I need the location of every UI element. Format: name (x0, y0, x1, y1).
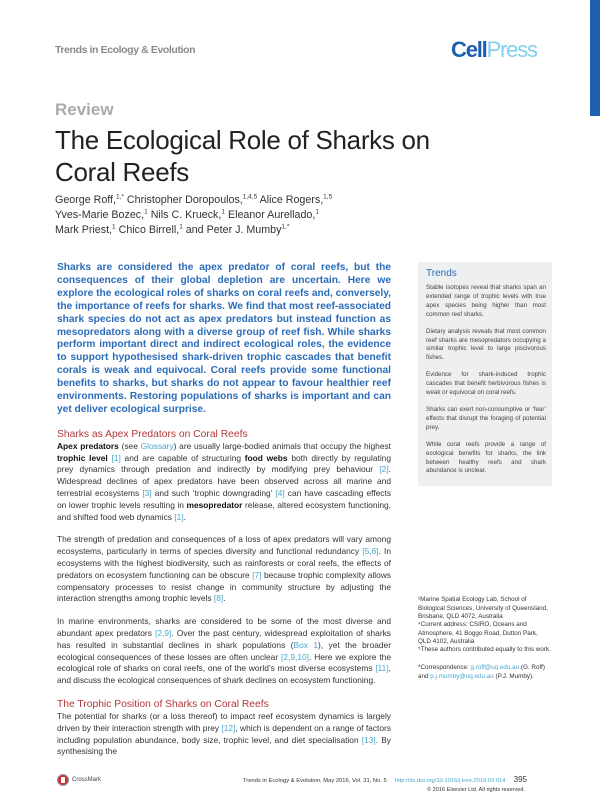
section-heading: Sharks as Apex Predators on Coral Reefs (57, 428, 248, 440)
author: George Roff, (55, 194, 116, 206)
reference-link[interactable]: Box 1 (293, 639, 318, 650)
author-affiliation-marker: 1,4,5 (242, 193, 258, 201)
reference-link[interactable]: [13] (361, 734, 376, 745)
body-paragraph (57, 534, 391, 605)
text-span: . Over the past century, widespread exploitation of sharks has resulted in substantial declines in shark populations ( (57, 628, 391, 650)
reference-link[interactable]: Glossary (140, 440, 174, 451)
reference-link[interactable]: [5,6] (362, 546, 379, 557)
text-span: and such ‘trophic downgrading’ (151, 488, 276, 499)
affiliation: ⁴Current address: CSIRO, Oceans and Atmosphere, 41 Boggo Road, Dutton Park, QLD 4102, Australia (418, 621, 538, 645)
author-affiliation-marker: 1,* (116, 193, 124, 201)
glossary-term: trophic level (57, 452, 108, 463)
doi-link[interactable]: http://dx.doi.org/10.1016/j.tree.2016.02.014 (394, 778, 506, 785)
crossmark-icon (57, 774, 69, 786)
citation: Trends in Ecology & Evolution, May 2016, Vol. 31, No. 5 (242, 778, 387, 785)
author: Alice Rogers, (257, 194, 324, 206)
email-link[interactable]: g.roff@uq.edu.au (470, 664, 520, 672)
text-span: and are capable of structuring (120, 452, 245, 463)
text-span: . Here we explore the ecological role of sharks on coral reefs, one of the world’s most diverse ecosystems (57, 651, 391, 674)
text-span: The strength of predation and consequences of a loss of apex predators will vary among ecosystems, particularly in terms of species diversity and functional redundancy (57, 534, 391, 557)
reference-link[interactable]: [8] (213, 593, 224, 604)
reference-link[interactable]: [2,9,10] (281, 651, 309, 662)
text-span: , which is dependent on a range of factors including population abundance, body size, trophic level, and diet specialisation (57, 722, 391, 745)
reference-link[interactable]: [1] (174, 511, 184, 522)
author: Nils C. Krueck, (147, 209, 222, 221)
author-list (55, 193, 435, 238)
reference-link[interactable]: [7] (252, 569, 262, 580)
author-affiliation-marker: 1,5 (323, 193, 333, 201)
brand-color-bar (590, 0, 600, 116)
affiliations (418, 596, 552, 654)
section-heading: The Trophic Position of Sharks on Coral Reefs (57, 699, 269, 711)
author-affiliation-marker: 1,* (281, 223, 290, 231)
abstract: Sharks are considered the apex predator of coral reefs, but the consequences of their global depletion are uncertain. Here we explore the ecological roles of sharks on coral reefs and, conversely, the importance of reefs for sharks. We find that most reef-associated shark species do not act as apex predators but instead function as mesopredators along with a diverse group of reef fish. While sharks perform important direct and indirect ecological roles, the evidence to support hypothesised shark-driven trophic cascades that benefit corals is weak and equivocal. Coral reefs provide some functional benefits to sharks, but sharks do not appear to favour healthier reef environments. Restoring populations of sharks is important and can yet deliver ecological surprise. (57, 262, 391, 415)
glossary-term: Apex predators (57, 440, 119, 451)
page-number: 395 (513, 775, 527, 785)
text-span: ) are usually large-bodied animals that occupy the highest (173, 440, 391, 451)
author: Yves-Marie Bozec, (55, 209, 145, 221)
article-type: Review (55, 100, 114, 119)
reference-link[interactable]: [3] (142, 488, 152, 499)
author: Eleanor Aurellado, (225, 209, 316, 221)
trend-item: Dietary analysis reveals that most common reef sharks are mesopredators occupying a similar trophic level to large piscivorous fishes. (426, 327, 546, 362)
reference-link[interactable]: [12] (221, 722, 236, 733)
footer-line (243, 775, 527, 784)
main-column (57, 262, 391, 758)
text-span: both directly by regulating prey dynamics through predation and indirectly by modifying prey behaviour (57, 452, 391, 475)
article-content (57, 262, 552, 800)
body-paragraph (57, 616, 391, 687)
trend-item: While coral reefs provide a range of ecological benefits for sharks, the link between healthy reefs and shark abundance is unclear. (426, 440, 546, 475)
email-link[interactable]: p.j.mumby@uq.edu.au (430, 672, 494, 680)
body-paragraph (57, 711, 391, 758)
text-span: . (223, 593, 226, 604)
trend-item: Stable isotopes reveal that sharks span an extended range of trophic levels with true apex species being higher than most common reef sharks. (426, 284, 546, 318)
glossary-term: mesopredator (186, 499, 243, 510)
cellpress-logo: CellPress (451, 37, 537, 62)
text-span: ), yet the broader ecological consequences of these losses are often unclear (57, 639, 392, 662)
crossmark-button[interactable]: CrossMark (57, 774, 101, 786)
text-span: In marine environments, sharks are considered to be some of the most diverse and abundant apex predators (57, 616, 391, 639)
author-affiliation-marker: 1 (221, 208, 225, 216)
author-affiliation-marker: 1 (112, 223, 116, 231)
text-span: release, altered ecosystem functioning, and shifted food web dynamics (57, 499, 391, 522)
glossary-term: food webs (244, 452, 288, 463)
trend-item: Sharks can exert non-consumptive or ‘fear’ effects that disrupt the foraging of potential prey. (426, 405, 546, 431)
text-span: . (183, 511, 186, 522)
affiliation: ¹Marine Spatial Ecology Lab, School of Biological Sciences, University of Queensland, Brisbane, QLD 4072, Australia (418, 596, 548, 620)
trend-item: Evidence for shark-induced trophic cascades that benefit herbivorous fishes is weak or equivocal on coral reefs. (426, 371, 546, 397)
text-span: can have cascading effects on lower trophic levels resulting in (57, 488, 392, 510)
text-span: The potential for sharks (or a loss thereof) to impact reef ecosystem dynamics is largely driven by their interaction strength with prey (57, 711, 391, 733)
page-footer (57, 774, 552, 800)
article-title: The Ecological Role of Sharks on Coral Reefs (55, 125, 430, 187)
author-affiliation-marker: 1 (179, 223, 183, 231)
body-paragraph (57, 441, 391, 524)
reference-link[interactable]: [1] (111, 452, 121, 463)
copyright: © 2016 Elsevier Ltd. All rights reserved. (426, 787, 525, 794)
reference-link[interactable]: [11] (375, 663, 389, 674)
text-span: . In ecosystems with the highest biodiversity, such as rainforests or coral reefs, the effects of predators on ecosystem functioning can be obscure (57, 546, 391, 580)
trends-box (418, 262, 552, 486)
text-span: because trophic complexity allows compensatory processes to resist change in community structure by adjusting the interaction strengths among trophic levels (57, 569, 391, 604)
correspondence: *Correspondence: g.roff@uq.edu.au (G. Roff) and p.j.mumby@uq.edu.au (P.J. Mumby). (418, 664, 545, 680)
reference-link[interactable]: [2,9] (155, 628, 172, 639)
author: Mark Priest, (55, 224, 113, 236)
author-affiliation-marker: 1 (144, 208, 148, 216)
text-span: . Widespread declines of apex predators have been observed across all marine and terrestrial ecosystems (57, 464, 391, 499)
text-span: . By synthesising the (57, 734, 391, 757)
affiliation: ⁵These authors contributed equally to this work. (418, 646, 551, 654)
author: and Peter J. Mumby (182, 224, 282, 236)
text-span: (see (118, 440, 141, 451)
reference-link[interactable]: [2] (379, 464, 389, 475)
journal-name: Trends in Ecology & Evolution (55, 44, 196, 56)
side-column (418, 262, 552, 681)
text-span: , and discuss the ecological consequences of shark declines on ecosystem functioning. (57, 663, 391, 686)
author-affiliation-marker: 1 (315, 208, 319, 216)
trends-heading: Trends (426, 268, 457, 279)
author: Christopher Doropoulos, (123, 194, 243, 206)
reference-link[interactable]: [4] (275, 488, 285, 499)
author: Chico Birrell, (115, 224, 180, 236)
